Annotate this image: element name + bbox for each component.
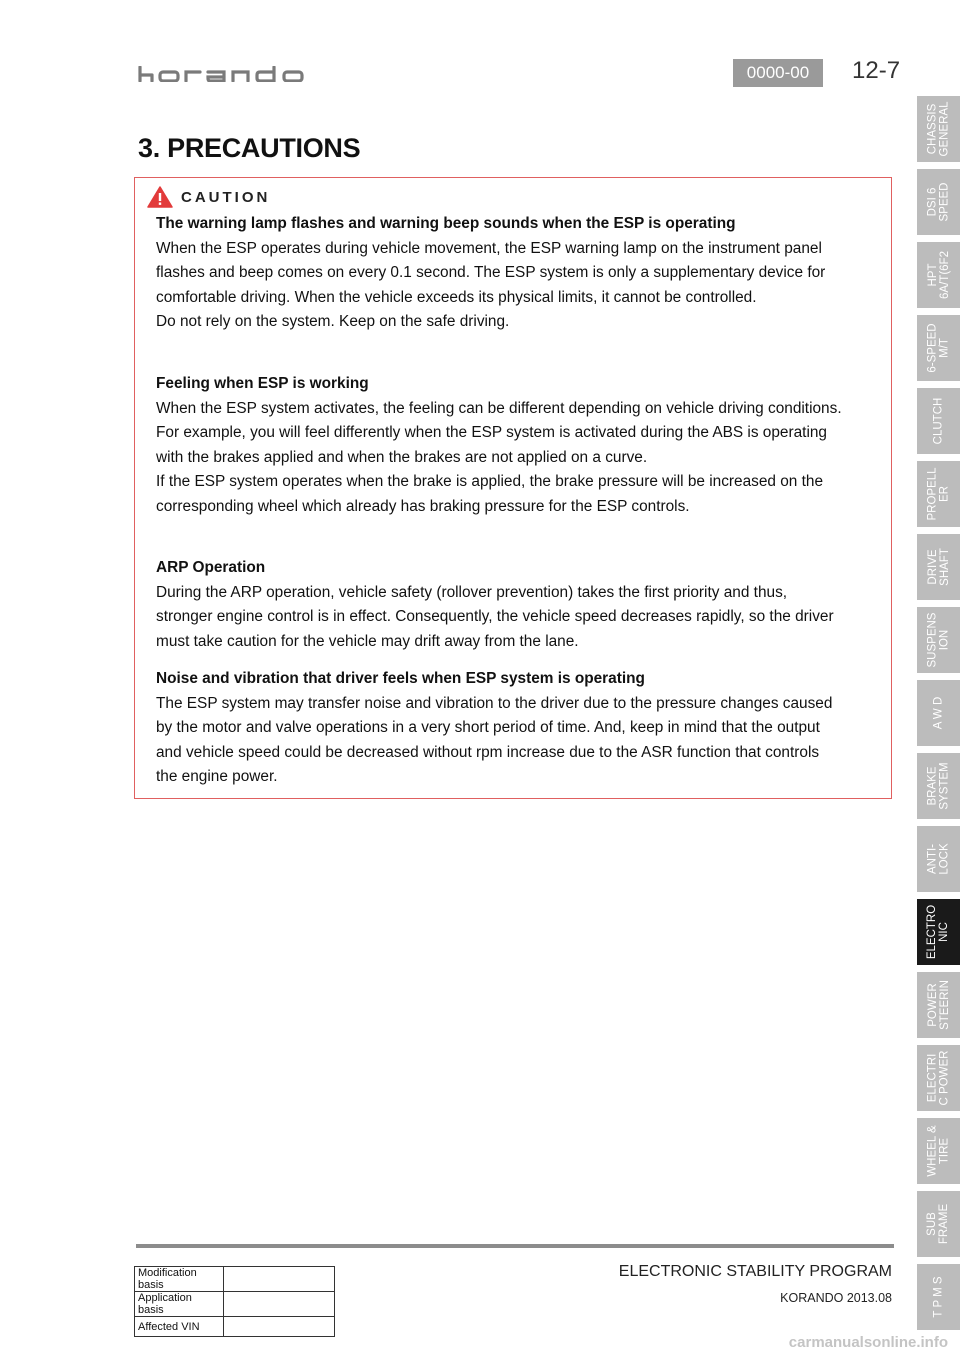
footer-model: KORANDO 2013.08 <box>780 1291 892 1305</box>
section-line: If the ESP system operates when the brake is applied, the brake pressure will be increased on the <box>156 473 824 491</box>
tab-suspension[interactable]: SUSPENS ION <box>917 607 960 673</box>
tab-dsi-6-speed[interactable]: DSI 6 SPEED <box>917 169 960 235</box>
caution-box <box>134 177 892 799</box>
basis-label: Modification basis <box>135 1267 224 1292</box>
section-line: When the ESP system activates, the feeling can be different depending on vehicle driving conditions. <box>156 399 842 417</box>
footer-rule <box>136 1244 894 1248</box>
section-heading: ARP Operation <box>156 559 266 576</box>
tab-tpms[interactable]: T P M S <box>917 1264 960 1330</box>
tab-hpt-6at[interactable]: HPT 6A/T(6F2 <box>917 242 960 308</box>
basis-value <box>224 1292 335 1317</box>
section-line: For example, you will feel differently when the ESP system is activated during the ABS is operating <box>156 424 827 442</box>
section-heading: Feeling when ESP is working <box>156 375 369 392</box>
basis-value <box>224 1317 335 1337</box>
section-code-badge: 0000-00 <box>733 59 823 87</box>
table-row <box>135 1267 335 1292</box>
section-line: with the brakes applied and when the brakes are not applied on a curve. <box>156 448 648 466</box>
section-heading: Noise and vibration that driver feels when ESP system is operating <box>156 670 645 687</box>
tab-awd[interactable]: A W D <box>917 680 960 746</box>
korando-logo <box>138 66 314 87</box>
section-line: by the motor and valve operations in a very short period of time. And, keep in mind that the output <box>156 719 820 737</box>
tab-chassis-general[interactable]: CHASSIS GENERAL <box>917 96 960 162</box>
caution-section-2 <box>156 372 886 520</box>
section-heading: The warning lamp flashes and warning beep sounds when the ESP is operating <box>156 215 736 232</box>
tab-drive-shaft[interactable]: DRIVE SHAFT <box>917 534 960 600</box>
tab-power-steering[interactable]: POWER STEERIN <box>917 972 960 1038</box>
section-line: and vehicle speed could be decreased without rpm increase due to the ASR function that controls <box>156 743 820 761</box>
section-line: comfortable driving. When the vehicle exceeds its physical limits, it cannot be controlled. <box>156 288 757 306</box>
tab-6-speed-mt[interactable]: 6-SPEED M/T <box>917 315 960 381</box>
section-line: corresponding wheel which already has braking pressure for the ESP controls. <box>156 497 690 515</box>
basis-table <box>134 1266 335 1337</box>
section-line: When the ESP operates during vehicle movement, the ESP warning lamp on the instrument panel <box>156 239 822 257</box>
footer-section-title: ELECTRONIC STABILITY PROGRAM <box>618 1263 892 1280</box>
tab-clutch[interactable]: CLUTCH <box>917 388 960 454</box>
basis-value <box>224 1267 335 1292</box>
tab-electronic[interactable]: ELECTRO NIC <box>917 899 960 965</box>
caution-section-3 <box>156 556 886 654</box>
tab-sub-frame[interactable]: SUB FRAME <box>917 1191 960 1257</box>
basis-label: Application basis <box>135 1292 224 1317</box>
section-line: During the ARP operation, vehicle safety (rollover prevention) takes the first priority and thus, <box>156 583 788 601</box>
caution-label: CAUTION <box>181 188 271 206</box>
section-line: the engine power. <box>156 768 278 786</box>
basis-label: Affected VIN <box>135 1317 224 1337</box>
tab-anti-lock[interactable]: ANTI- LOCK <box>917 826 960 892</box>
page-number: 12-7 <box>852 57 901 84</box>
watermark: carmanualsonline.info <box>788 1334 948 1351</box>
warning-triangle-icon <box>147 186 173 208</box>
section-line: Do not rely on the system. Keep on the safe driving. <box>156 313 510 331</box>
page-title: 3. PRECAUTIONS <box>138 133 361 163</box>
section-line: flashes and beep comes on every 0.1 second. The ESP system is only a supplementary device for <box>156 264 826 282</box>
section-line: stronger engine control is in effect. Consequently, the vehicle speed decreases rapidly, so the driver <box>156 608 834 626</box>
caution-section-1 <box>156 212 886 335</box>
section-line: must take caution for the vehicle may drift away from the lane. <box>156 632 579 650</box>
tab-electric-power[interactable]: ELECTRI C POWER <box>917 1045 960 1111</box>
tab-brake-system[interactable]: BRAKE SYSTEM <box>917 753 960 819</box>
table-row <box>135 1317 335 1337</box>
caution-header <box>147 186 270 208</box>
caution-section-4 <box>156 667 886 790</box>
table-row <box>135 1292 335 1317</box>
tab-wheel-tire[interactable]: WHEEL & TIRE <box>917 1118 960 1184</box>
tab-propeller[interactable]: PROPELL ER <box>917 461 960 527</box>
section-line: The ESP system may transfer noise and vibration to the driver due to the pressure changes caused <box>156 694 833 712</box>
